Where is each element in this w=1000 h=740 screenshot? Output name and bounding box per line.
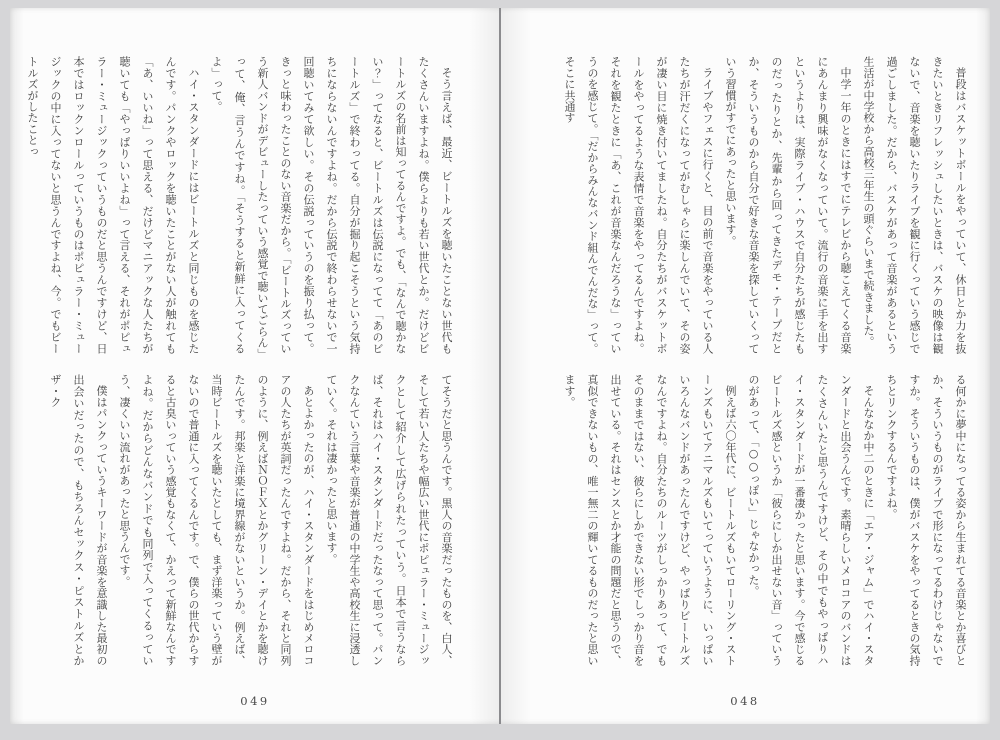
open-book-pages xyxy=(10,8,990,724)
gutter-line xyxy=(499,8,501,724)
right-page xyxy=(500,8,990,724)
page-number-left: 049 xyxy=(240,694,270,708)
paragraph: 僕はパンクっていうキーワードが音楽を意識した最初の出会いだったので、もちろんセックス・ピストルズとかザ・ク xyxy=(49,374,108,666)
left-page xyxy=(10,8,500,724)
left-page-bottom-text-block xyxy=(49,374,458,666)
paragraph: 普段はバスケットボールをやっていて、休日とか力を抜きたいときリフレッシュしたいときは、バスケの映像は観ないで、音楽を聴いたりライブを観に行くっていう感じで過ごしました。だから、バスケがあって音楽があるという生活が中学校から高校三年生の頭ぐらいまで続きました。 xyxy=(862,56,967,354)
paragraph: あとよかったのが、ハイ・スタンダードをはじめメロコアの人たちが英詞だったんですよね。だから、それと同列のように、例えばＮＯＦＸとかグリーン・デイとかを聴けたんです。邦楽と洋楽に境界線がないというか。例えば、当時ビートルズを聴いたとしても、まず洋楽っていう壁がないので普通に入ってくるんです。で、僕らの世代からすると古臭いっていう感覚もなくて、かえって新鮮なんですよね。だからどんなバンドでも同列で入ってくるっていう、凄くいい流れがあったと思うんです。 xyxy=(118,374,315,666)
paragraph: 中学一年のときにはすでにテレビから聴こえてくる音楽にあんまり興味がなくなっていて。流行の音楽に手を出すというよりは、実際ライブ・ハウスで自分たちが感じたものだったりとか、先輩から回ってきたデモ・テープだとか、そういうものから自分で好きな音楽を探していくっていう習慣がすでにあったと思います。 xyxy=(724,56,852,354)
paragraph: そう言えば、最近、ビートルズを聴いたことない世代もたくさんいますよね。僕らよりも若い世代とか。だけどビートルズの名前は知ってるんですよ。でも、「なんで聴かない？」ってなると、ビートルズは伝説になってて「あのビートルズ」で終わってる。自分が掘り起こそうという気持ちにならないんですよね。だから伝説で終わらせないで一回聴いてみて欲しい。その伝説っていうのを振り払って。きっと味わったことのない音楽だから。「ビートルズっていう新人バンドがデビューしたっていう感覚で聴いてごらん」って、俺、言うんですね。「そうすると新鮮に入ってくるよ」って。 xyxy=(210,56,453,354)
page-edge-shadow-right xyxy=(976,8,990,724)
right-page-bottom-text-block xyxy=(563,374,972,666)
paragraph-continuation: てそうだと思うんです。黒人の音楽だったものを、白人、そして若い人たちや幅広い世代にポピュラー・ミュージックとして紹介して広げられたっていう。日本で言うならば、それはハイ・スタンダードだったなって思って。パンクなんていう言葉や音楽が普通の中学生や高校生に浸透していく。それは凄かったと思います。 xyxy=(325,374,453,666)
paragraph: ライブやフェスに行くと、目の前で音楽をやっている人たちが汗だくになってがむしゃらに楽しんでいて、その姿が凄い目に焼き付いてましたね。自分たちがバスケットボールをやってるような表情で音楽をやってるんですよね。それを観たときに「あ、これが音楽なんだろうな」っていうのを感じて。「だからみんなバンド組んでんだな」って。そこに共通す xyxy=(563,56,714,354)
gutter-shadow-left xyxy=(469,8,499,724)
paragraph: 例えば六〇年代に、ビートルズもいてローリング・ストーンズもいてアニマルズもいてっていうように、いっぱいいろんなバンドがあったんですけど、やっぱりビートルズなんですよね。自分たちのルーツがしっかりあって、でもそのままではない、彼らにしかできない形でしっかり音を出せている。それはセンスとか才能の問題だと思うので、真似できないもの、唯一無二の輝いてるものだったと思います。 xyxy=(563,374,737,666)
paragraph: そんななか中二のときに「エア・ジャム」でハイ・スタンダードと出会うんです。素晴らしいメロコアのバンドはたくさんいたと思うんですけど、その中でもやっぱりハイ・スタンダードが一番凄かったと思います。今で感じるビートルズ感というか「彼らにしか出せない音」っていうのがあって、「○○っぽい」じゃなかった。 xyxy=(747,374,875,666)
paragraph: ハイ・スタンダードにはビートルズと同じものを感じたんです。パンクやロックを聴いたことがない人が触れても「あ、いいね」って思える、だけどマニアックな人たちが聴いても「やっぱりいいよね」って言える、それがポピュラー・ミュージックっていうものだと思うんですけど、日本ではロックンロールっていうものはポピュラー・ミュージックの中に入ってないと思うんですよね、今。でもビートルズがしたことっ xyxy=(26,56,200,354)
page-edge-shadow-left xyxy=(10,8,24,724)
page-number-right: 048 xyxy=(730,694,760,708)
right-page-top-text-block xyxy=(563,56,972,354)
gutter-shadow-right xyxy=(501,8,531,724)
paragraph-continuation: る何かに夢中になってる姿から生まれてる音楽とか喜びとか、そういうものがライブで形になってるわけじゃないですか。そういうものは、僕がバスケをやってるときの気持ちとリンクするんですよね。 xyxy=(885,374,967,666)
left-page-top-text-block xyxy=(26,56,458,354)
